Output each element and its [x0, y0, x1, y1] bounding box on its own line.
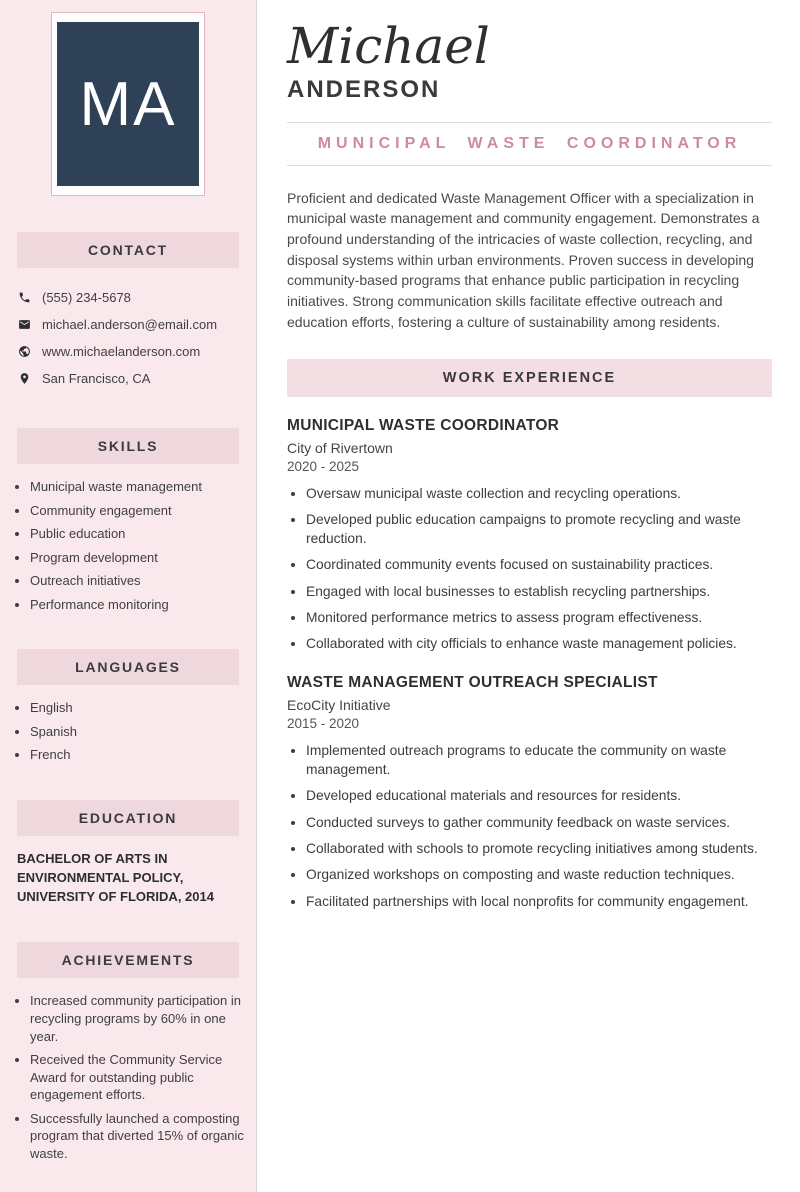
language-item: • Spanish: [30, 723, 244, 741]
photo-frame: [51, 12, 205, 196]
contact-heading: CONTACT: [17, 232, 239, 268]
location-icon: [18, 372, 31, 385]
skill-item: • Municipal waste management: [30, 478, 244, 496]
job-entry-1: [287, 417, 772, 654]
contact-item-location: [18, 365, 246, 392]
page-title: MUNICIPAL WASTE COORDINATOR: [317, 134, 742, 152]
skill-item: • Outreach initiatives: [30, 572, 244, 590]
job-title: MUNICIPAL WASTE COORDINATOR: [287, 416, 560, 434]
skill-item: • Program development: [30, 549, 244, 567]
phone-icon: [18, 291, 31, 304]
website-icon: [18, 345, 31, 358]
last-name: ANDERSON: [287, 75, 441, 103]
sidebar: [0, 0, 257, 1192]
job-bullets: [289, 741, 772, 911]
job-bullet: • Developed public education campaigns to promote recycling and waste reduction.: [306, 510, 772, 549]
job-bullet: • Implemented outreach programs to educate the community on waste management.: [306, 741, 772, 780]
job-bullet: • Engaged with local businesses to establish recycling partnerships.: [306, 582, 772, 601]
job-bullets: [289, 484, 772, 654]
profile-summary: Proficient and dedicated Waste Management Officer with a specialization in municipal waste management and community engagement. Demonstrates a profound understanding of the intricacies of waste collection, recycling, and disposal systems within urban environments. Proven success in developing community-based programs that enhance public participation in recycling initiatives. Strong communication skills facilitate effective outreach and education efforts, fostering a culture of sustainability among residents.: [287, 189, 760, 330]
job-bullet: • Conducted surveys to gather community feedback on waste services.: [306, 813, 772, 832]
job-entry-2: [287, 674, 772, 911]
job-bullet: • Collaborated with city officials to enhance waste management policies.: [306, 634, 772, 653]
first-name: Michael: [287, 17, 490, 75]
job-bullet: • Oversaw municipal waste collection and recycling operations.: [306, 484, 772, 503]
skill-item: • Public education: [30, 525, 244, 543]
avatar: MA: [57, 22, 199, 186]
job-dates: 2015 - 2020: [287, 715, 360, 731]
education-heading: EDUCATION: [17, 800, 239, 836]
contact-phone-text: (555) 234-5678: [42, 290, 131, 305]
achievement-item: • Increased community participation in recycling programs by 60% in one year.: [30, 992, 244, 1045]
contact-item-website: [18, 338, 246, 365]
achievement-item: • Successfully launched a composting program that diverted 15% of organic waste.: [30, 1110, 244, 1163]
contact-item-phone: [18, 284, 246, 311]
contact-email-text: michael.anderson@email.com: [42, 317, 218, 332]
work-experience-heading: WORK EXPERIENCE: [287, 359, 772, 397]
job-bullet: • Organized workshops on composting and waste reduction techniques.: [306, 865, 772, 884]
skills-heading: SKILLS: [17, 428, 239, 464]
contact-item-email: [18, 311, 246, 338]
languages-list: [14, 699, 244, 764]
skills-list: [14, 478, 244, 613]
skill-item: • Performance monitoring: [30, 596, 244, 614]
contact-list: [0, 282, 256, 392]
achievements-list: [14, 992, 244, 1162]
divider-bottom: [287, 165, 772, 166]
education-entry: BACHELOR OF ARTS IN ENVIRONMENTAL POLICY, UNIVERSITY OF FLORIDA, 2014: [17, 850, 214, 904]
job-dates: 2020 - 2025: [287, 458, 360, 474]
job-bullet: • Developed educational materials and resources for residents.: [306, 786, 772, 805]
main-content: [257, 0, 800, 1192]
languages-heading: LANGUAGES: [17, 649, 239, 685]
job-bullet: • Coordinated community events focused on sustainability practices.: [306, 555, 772, 574]
job-company: City of Rivertown: [287, 439, 393, 456]
job-bullet: • Monitored performance metrics to assess program effectiveness.: [306, 608, 772, 627]
achievements-heading: ACHIEVEMENTS: [17, 942, 239, 978]
skill-item: • Community engagement: [30, 502, 244, 520]
achievement-item: • Received the Community Service Award for outstanding public engagement efforts.: [30, 1051, 244, 1104]
contact-website-text: www.michaelanderson.com: [42, 344, 201, 359]
job-bullet: • Collaborated with schools to promote recycling initiatives among students.: [306, 839, 772, 858]
job-bullet: • Facilitated partnerships with local nonprofits for community engagement.: [306, 892, 772, 911]
job-company: EcoCity Initiative: [287, 696, 391, 713]
language-item: • French: [30, 746, 244, 764]
contact-location-text: San Francisco, CA: [42, 371, 151, 386]
email-icon: [18, 318, 31, 331]
language-item: • English: [30, 699, 244, 717]
job-title: WASTE MANAGEMENT OUTREACH SPECIALIST: [287, 673, 658, 691]
